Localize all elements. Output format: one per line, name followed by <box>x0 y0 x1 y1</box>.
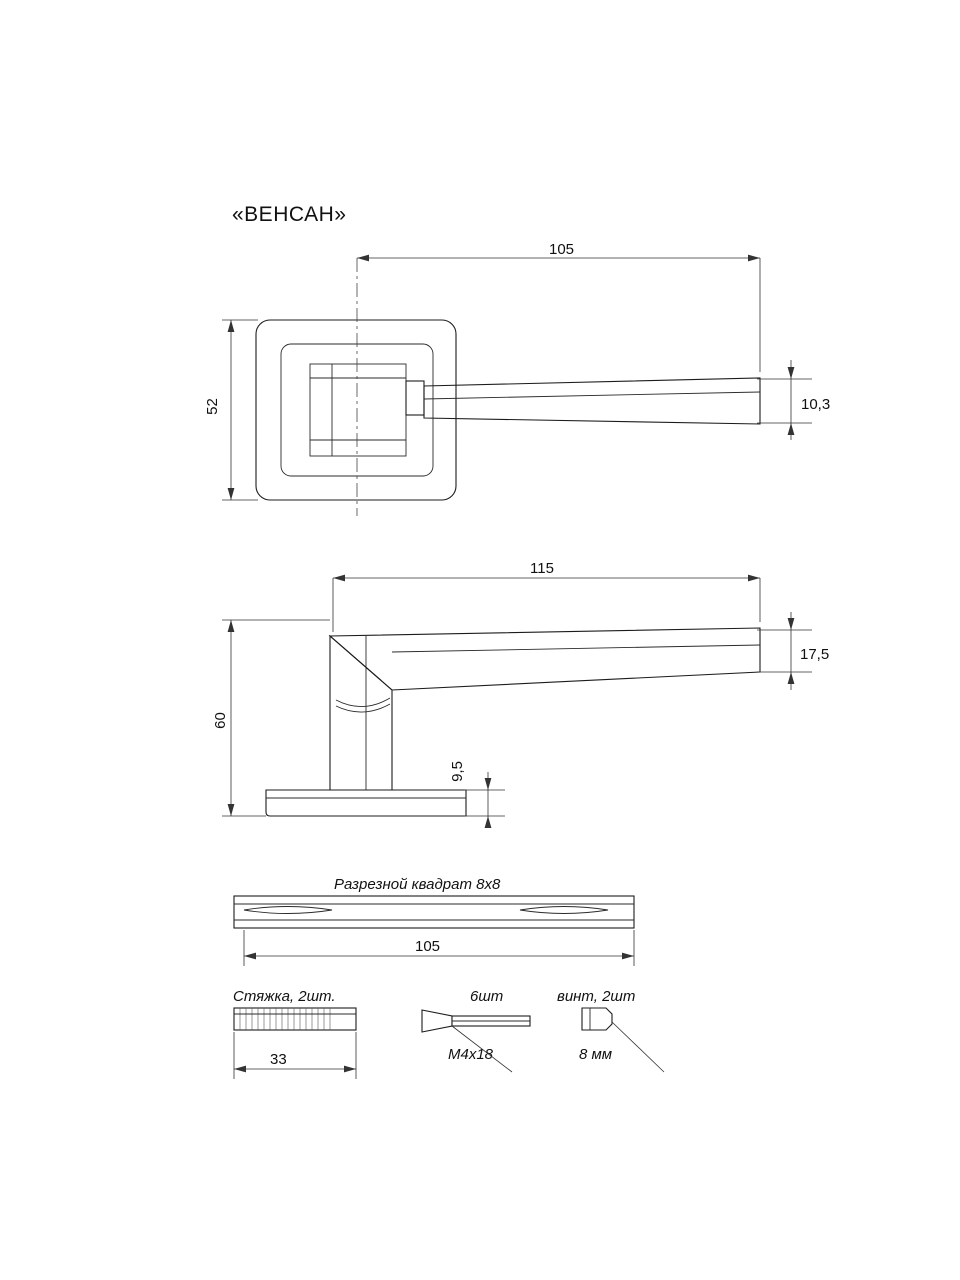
spindle-geometry <box>234 896 634 928</box>
dim-part-screw-sleeve: 33 <box>270 1051 287 1068</box>
page-title: «ВЕНСАН» <box>232 203 347 226</box>
part-set-screw-geometry <box>582 1008 664 1072</box>
spindle-dimension-lines <box>244 930 634 966</box>
side-view-geometry <box>266 628 760 816</box>
part-screw-spec: М4х18 <box>448 1046 494 1063</box>
dim-side-length: 115 <box>530 560 554 577</box>
dim-front-rose-height: 52 <box>203 398 221 415</box>
part-set-screw-caption: винт, 2шт <box>557 988 636 1005</box>
front-view-geometry <box>256 258 760 516</box>
part-screw-caption: 6шт <box>470 988 504 1005</box>
part-screw-sleeve-geometry <box>234 1008 356 1079</box>
spindle-caption: Разрезной квадрат 8х8 <box>334 876 501 893</box>
part-screw-geometry <box>422 1010 530 1072</box>
dim-side-lever-thickness: 17,5 <box>800 646 830 663</box>
dim-spindle-length: 105 <box>415 938 441 955</box>
dim-side-rose-thickness: 9,5 <box>448 761 466 782</box>
dim-front-lever-thickness: 10,3 <box>801 396 831 413</box>
dim-front-length: 105 <box>549 241 575 258</box>
part-set-screw-spec: 8 мм <box>579 1046 613 1063</box>
dim-side-height: 60 <box>211 712 229 729</box>
part-screw-sleeve-caption: Стяжка, 2шт. <box>233 988 336 1005</box>
